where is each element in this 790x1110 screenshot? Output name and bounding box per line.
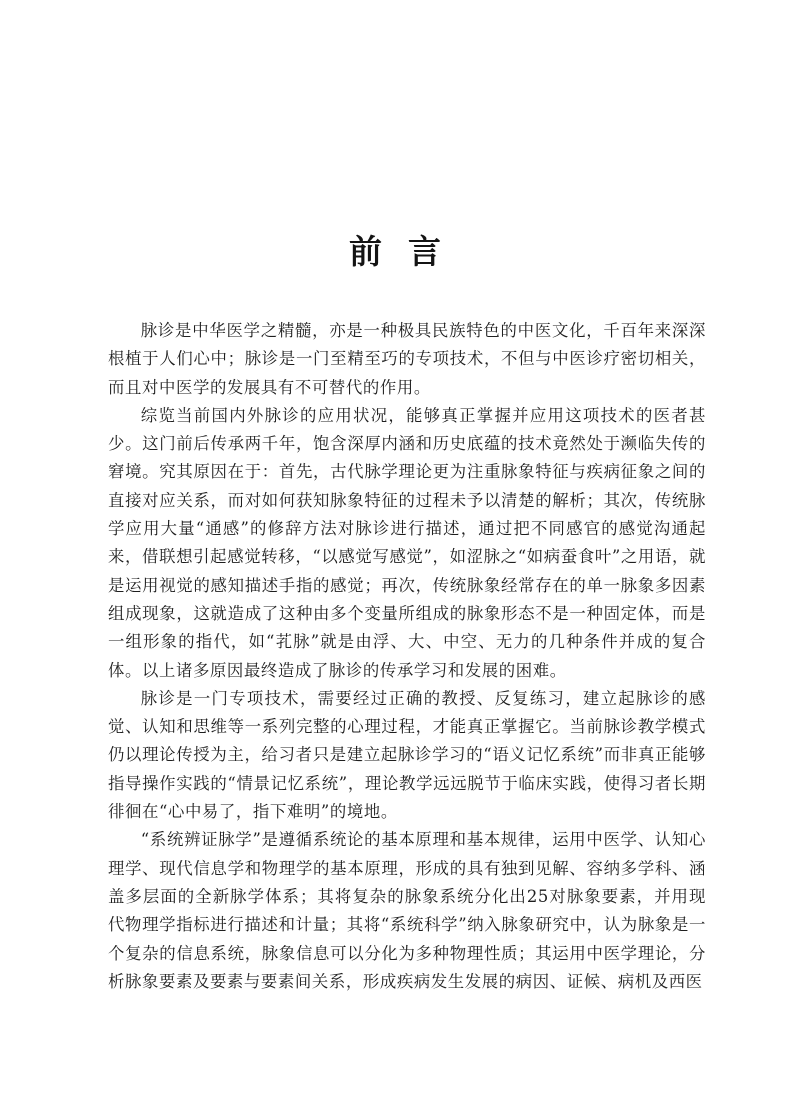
paragraph-4: “系统辨证脉学”是遵循系统论的基本原理和基本规律，运用中医学、认知心理学、现代信息学和物理学的基本原理，形成的具有独到见解、容纳多学科、涵盖多层面的全新脉学体系；其将复杂的脉象系统分化出25对脉象要素，并用现代物理学指标进行描述和计量；其将“系统科学”纳入脉象研究中，认为脉象是一个复杂的信息系统，脉象信息可以分化为多种物理性质；其运用中医学理论，分析脉象要素及要素与要素间关系，形成疾病发生发展的病因、证候、病机及西医 (108, 830, 706, 991)
paragraph-2: 综览当前国内外脉诊的应用状况，能够真正掌握并应用这项技术的医者甚少。这门前后传承两千年，饱含深厚内涵和历史底蕴的技术竟然处于濒临失传的窘境。究其原因在于：首先，古代脉学理论更为注重脉象特征与疾病征象之间的直接对应关系，而对如何获知脉象特征的过程未予以清楚的解析；其次，传统脉学应用大量“通感”的修辞方法对脉诊进行描述，通过把不同感官的感觉沟通起来，借联想引起感觉转移，“以感觉写感觉”，如涩脉之“如病蚕食叶”之用语，就是运用视觉的感知描述手指的感觉；再次，传统脉象经常存在的单一脉象多因素组成现象，这就造成了这种由多个变量所组成的脉象形态不是一种固定体，而是一组形象的指代，如“芤脉”就是由浮、大、中空、无力的几种条件并成的复合体。以上诸多原因最终造成了脉诊的传承学习和发展的困难。 (108, 405, 706, 680)
paragraph-3: 脉诊是一门专项技术，需要经过正确的教授、反复练习，建立起脉诊的感觉、认知和思维等一系列完整的心理过程，才能真正掌握它。当前脉诊教学模式仍以理论传授为主，给习者只是建立起脉诊学习的“语义记忆系统”而非真正能够指导操作实践的“情景记忆系统”，理论教学远远脱节于临床实践，使得习者长期徘徊在“心中易了，指下难明”的境地。 (108, 688, 706, 822)
page-title: 前言 (349, 232, 467, 272)
body-text (108, 317, 706, 996)
paragraph-1: 脉诊是中华医学之精髓，亦是一种极具民族特色的中医文化，千百年来深深根植于人们心中；脉诊是一门至精至巧的专项技术，不但与中医诊疗密切相关，而且对中医学的发展具有不可替代的作用。 (108, 321, 706, 397)
